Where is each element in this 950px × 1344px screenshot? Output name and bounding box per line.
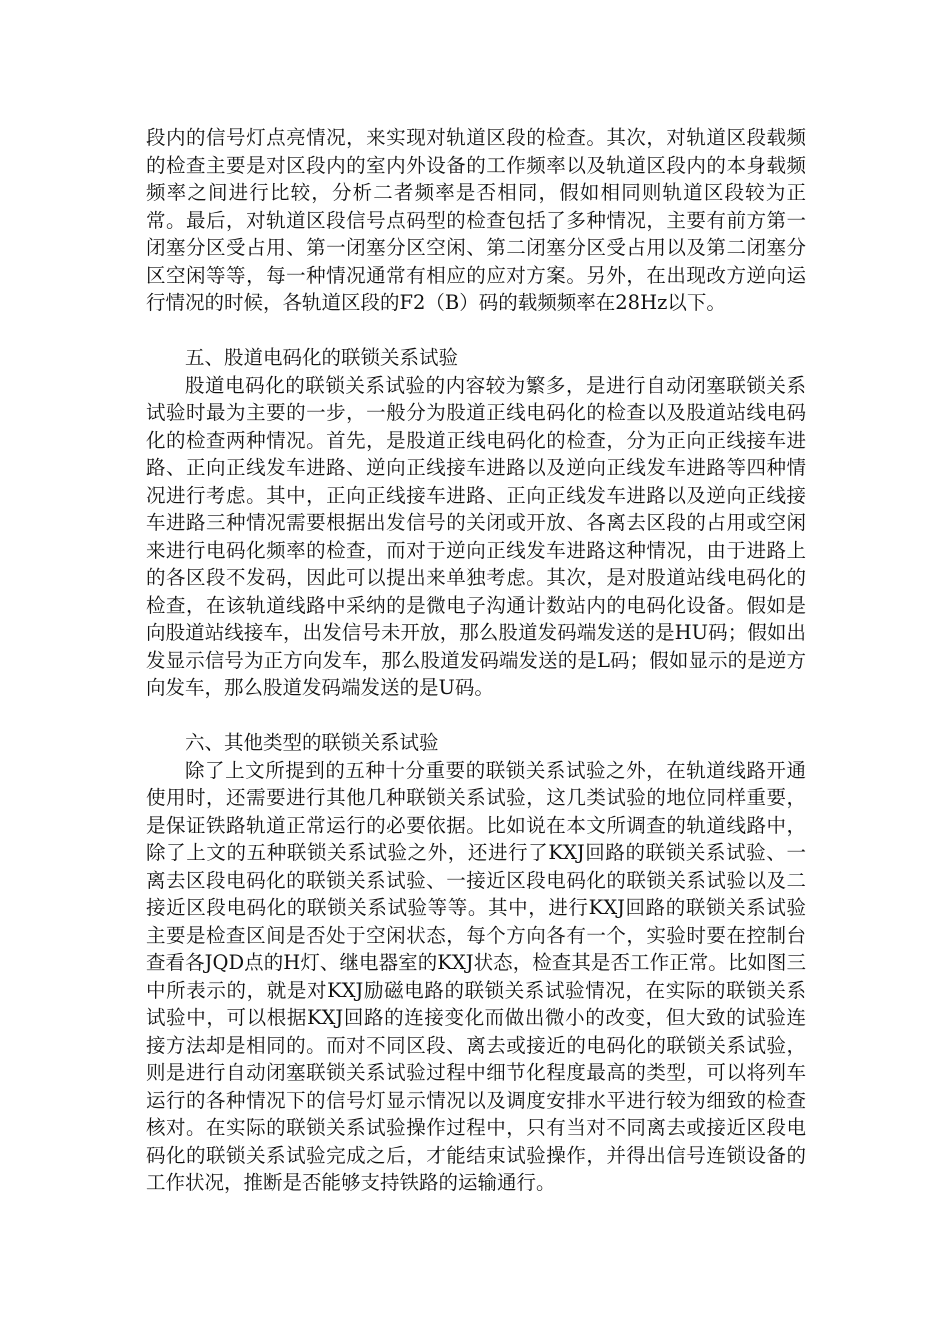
intro-paragraph: 段内的信号灯点亮情况，来实现对轨道区段的检查。其次，对轨道区段载频的检查主要是对区段内的室内外设备的工作频率以及轨道区段内的本身载频频率之间进行比较，分析二者频率是否相同，假如相同则轨道区段较为正常。最后，对轨道区段信号点码型的检查包括了多种情况，主要有前方第一闭塞分区受占用、第一闭塞分区空闲、第二闭塞分区受占用以及第二闭塞分区空闲等等，每一种情况通常有相应的应对方案。另外，在出现改方逆向运行情况的时候，各轨道区段的F2（B）码的载频频率在28Hz以下。 (146, 126, 806, 314)
section-five (146, 344, 806, 702)
section-five-paragraph: 股道电码化的联锁关系试验的内容较为繁多，是进行自动闭塞联锁关系试验时最为主要的一步，一般分为股道正线电码化的检查以及股道站线电码化的检查两种情况。首先，是股道正线电码化的检查，分为正向正线接车进路、正向正线发车进路、逆向正线接车进路以及逆向正线发车进路等四种情况进行考虑。其中，正向正线接车进路、正向正线发车进路以及逆向正线接车进路三种情况需要根据出发信号的关闭或开放、各离去区段的占用或空闲来进行电码化频率的检查，而对于逆向正线发车进路这种情况，由于进路上的各区段不发码，因此可以提出来单独考虑。其次，是对股道站线电码化的检查，在该轨道线路中采纳的是微电子沟通计数站内的电码化设备。假如是向股道站线接车，出发信号未开放，那么股道发码端发送的是HU码；假如出发显示信号为正方向发车，那么股道发码端发送的是L码；假如显示的是逆方向发车，那么股道发码端发送的是U码。 (146, 373, 806, 699)
section-six-paragraph: 除了上文所提到的五种十分重要的联锁关系试验之外，在轨道线路开通使用时，还需要进行其他几种联锁关系试验，这几类试验的地位同样重要，是保证铁路轨道正常运行的必要依据。比如说在本文所调查的轨道线路中，除了上文的五种联锁关系试验之外，还进行了KXJ回路的联锁关系试验、一离去区段电码化的联锁关系试验、一接近区段电码化的联锁关系试验以及二接近区段电码化的联锁关系试验等等。其中，进行KXJ回路的联锁关系试验主要是检查区间是否处于空闲状态，每个方向各有一个，实验时要在控制台查看各JQD点的H灯、继电器室的KXJ状态，检查其是否工作正常。比如图三中所表示的，就是对KXJ励磁电路的联锁关系试验情况，在实际的联锁关系试验中，可以根据KXJ回路的连接变化而做出微小的改变，但大致的试验连接方法却是相同的。而对不同区段、离去或接近的电码化的联锁关系试验，则是进行自动闭塞联锁关系试验过程中细节化程度最高的类型，可以将列车运行的各种情况下的信号灯显示情况以及调度安排水平进行较为细致的检查核对。在实际的联锁关系试验操作过程中，只有当对不同离去或接近区段电码化的联锁关系试验完成之后，才能结束试验操作，并得出信号连锁设备的工作状况，推断是否能够支持铁路的运输通行。 (146, 758, 806, 1194)
section-gap (146, 317, 806, 345)
section-gap (146, 702, 806, 730)
section-six-heading: 六、其他类型的联锁关系试验 (185, 731, 439, 754)
section-six (146, 729, 806, 1197)
section-five-heading: 五、股道电码化的联锁关系试验 (185, 346, 459, 369)
intro-section (146, 124, 806, 317)
document-body (146, 124, 806, 1197)
